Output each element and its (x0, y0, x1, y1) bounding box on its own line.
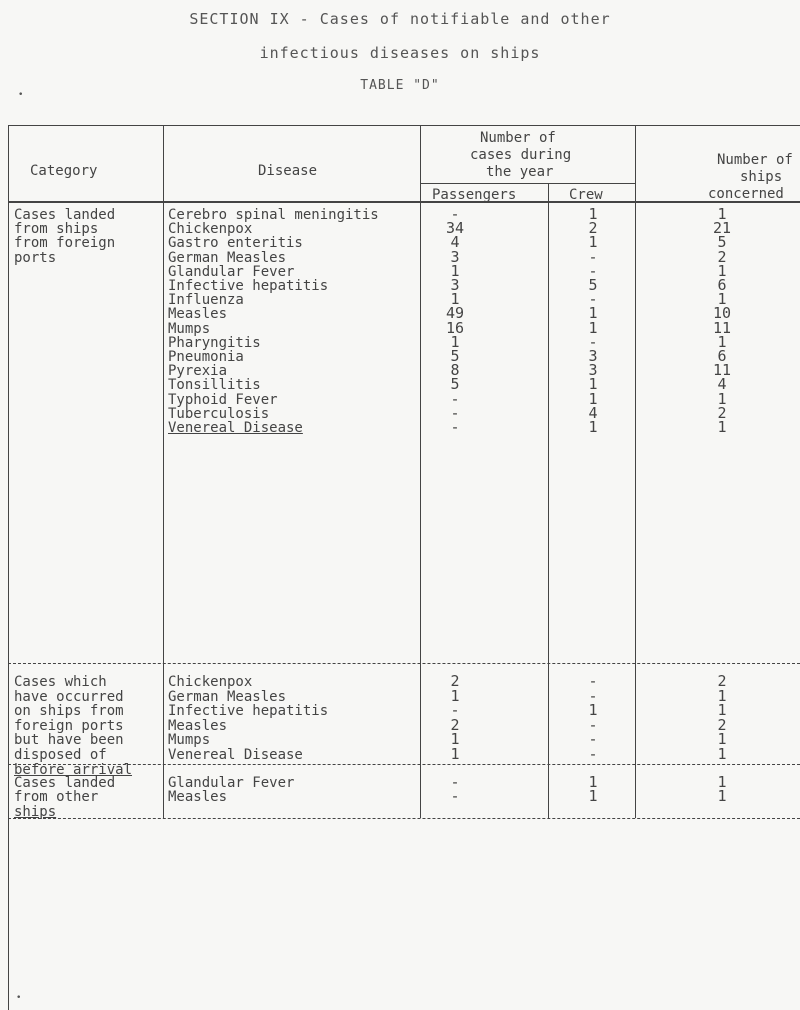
disease-name: Pharyngitis (168, 334, 261, 351)
section-divider-1 (8, 663, 800, 664)
ships-count: 2 (717, 247, 727, 266)
category-label: from other (14, 789, 99, 806)
passengers-count: 4 (450, 233, 460, 252)
ships-count: 1 (717, 686, 727, 705)
header-cases-line2: cases during (470, 147, 572, 163)
category-label: Cases landed (14, 207, 116, 223)
crew-count: 1 (588, 418, 598, 436)
passengers-count: 1 (450, 290, 460, 309)
ships-count: 5 (717, 233, 727, 252)
ships-count: 2 (717, 403, 727, 422)
header-ships-line2: ships (740, 169, 783, 185)
passengers-count: 5 (450, 375, 460, 394)
ships-count: 10 (712, 304, 732, 323)
crew-count: - (588, 332, 598, 351)
header-bottom-rule (8, 201, 800, 203)
ships-count: 4 (717, 375, 727, 394)
crew-count: 5 (588, 276, 598, 294)
disease-name: German Measles (168, 249, 287, 266)
disease-name: Chickenpox (168, 221, 253, 238)
passengers-count: 16 (445, 318, 465, 337)
passengers-count: 49 (445, 304, 465, 323)
category-label: before arrival (14, 761, 133, 778)
disease-name: Tonsillitis (168, 377, 261, 394)
category-label: Cases which (14, 674, 107, 690)
crew-count: 1 (588, 375, 598, 394)
passengers-count: 3 (450, 276, 460, 294)
ships-count: 11 (712, 361, 732, 380)
ships-count: 1 (717, 290, 727, 309)
disease-name: German Measles (168, 688, 287, 705)
ships-count: 1 (717, 701, 727, 720)
header-ships-line1: Number of (717, 152, 793, 168)
crew-count: 1 (588, 318, 598, 337)
disease-name: Measles (168, 306, 228, 323)
table-bottom-rule (8, 818, 800, 819)
crew-count: - (588, 745, 598, 763)
ships-count: 1 (717, 389, 727, 408)
passengers-count: 5 (450, 347, 460, 365)
category-label: but have been (14, 732, 124, 749)
ships-count: 21 (712, 219, 732, 238)
disease-name: Glandular Fever (168, 263, 295, 280)
ships-count: 2 (717, 672, 727, 690)
category-label: on ships from (14, 703, 124, 720)
disease-name: Venereal Disease (168, 747, 303, 763)
passengers-count: 2 (450, 715, 460, 734)
disease-name: Measles (168, 717, 228, 734)
crew-count: - (588, 261, 598, 280)
disease-name: Influenza (168, 292, 244, 309)
passengers-count: - (450, 701, 460, 720)
crew-count: - (588, 247, 598, 266)
table-top-rule (8, 125, 800, 126)
passengers-count: 3 (450, 247, 460, 266)
crew-count: - (588, 686, 598, 705)
category-label: ships (14, 803, 57, 820)
ships-count: 6 (717, 276, 727, 294)
passengers-count: 1 (450, 332, 460, 351)
table-label: TABLE "D" (360, 78, 440, 93)
left-border (8, 125, 9, 1010)
crew-count: 1 (588, 304, 598, 323)
category-label: disposed of (14, 747, 107, 763)
section-title: SECTION IX - Cases of notifiable and other (189, 10, 611, 28)
crew-count: - (588, 672, 598, 690)
ships-count: 1 (717, 418, 727, 436)
category-label: foreign ports (14, 717, 124, 734)
header-crew: Crew (569, 187, 603, 203)
passengers-count: 8 (450, 361, 460, 380)
passengers-count: - (450, 403, 460, 422)
disease-name: Pneumonia (168, 349, 244, 365)
section-subtitle: infectious diseases on ships (259, 44, 541, 62)
disease-name: Cerebro spinal meningitis (168, 207, 379, 223)
disease-name: Measles (168, 789, 228, 806)
passengers-count: - (450, 773, 460, 791)
crew-count: 3 (588, 347, 598, 365)
crew-count: - (588, 290, 598, 309)
ships-count: 6 (717, 347, 727, 365)
header-disease: Disease (258, 163, 318, 179)
ships-count: 1 (717, 261, 727, 280)
passengers-count: - (450, 418, 460, 436)
crew-column-divider (548, 183, 549, 818)
passengers-count: - (450, 389, 460, 408)
category-label: have occurred (14, 688, 124, 705)
disease-name: Typhoid Fever (168, 391, 278, 408)
ships-count: 2 (717, 715, 727, 734)
crew-count: 1 (588, 701, 598, 720)
ships-count: 1 (717, 332, 727, 351)
disease-name: Mumps (168, 732, 211, 749)
disease-name: Mumps (168, 320, 211, 337)
crew-count: 1 (588, 787, 598, 806)
disease-name: Glandular Fever (168, 775, 295, 791)
category-label: from ships (14, 221, 99, 238)
disease-name: Infective hepatitis (168, 278, 329, 294)
ships-count: 1 (717, 773, 727, 791)
disease-column-divider (163, 125, 164, 818)
crew-count: 3 (588, 361, 598, 380)
disease-name: Tuberculosis (168, 405, 270, 422)
crew-count: 4 (588, 403, 598, 422)
ships-count: 1 (717, 205, 727, 223)
passengers-count: 1 (450, 686, 460, 705)
disease-name: Chickenpox (168, 674, 253, 690)
passengers-column-divider (420, 125, 421, 818)
header-ships-line3: concerned (708, 186, 784, 202)
passengers-count: 1 (450, 261, 460, 280)
header-category: Category (30, 163, 98, 179)
crew-count: 1 (588, 205, 598, 223)
category-label: from foreign (14, 235, 116, 252)
crew-count: - (588, 715, 598, 734)
header-passengers: Passengers (432, 187, 517, 203)
disease-name: Infective hepatitis (168, 703, 329, 720)
passengers-count: 2 (450, 672, 460, 690)
header-cases-line1: Number of (480, 130, 556, 146)
header-cases-line3: the year (486, 164, 554, 180)
crew-count: 1 (588, 389, 598, 408)
crew-count: 2 (588, 219, 598, 238)
crew-count: 1 (588, 773, 598, 791)
crew-count: 1 (588, 233, 598, 252)
passengers-count: - (450, 787, 460, 806)
scan-mark: • (16, 993, 22, 1003)
disease-name: Gastro enteritis (168, 235, 303, 252)
ships-count: 1 (717, 745, 727, 763)
disease-name: Venereal Disease (168, 420, 303, 436)
passengers-count: - (450, 205, 460, 223)
category-label: ports (14, 249, 57, 266)
disease-name: Pyrexia (168, 363, 228, 380)
passengers-count: 34 (445, 219, 465, 238)
passengers-count: 1 (450, 745, 460, 763)
ships-column-divider (635, 125, 636, 818)
scan-mark: • (18, 90, 24, 100)
passengers-count: 1 (450, 730, 460, 749)
category-label: Cases landed (14, 775, 116, 791)
cases-subheader-rule (420, 183, 635, 184)
ships-count: 1 (717, 730, 727, 749)
ships-count: 1 (717, 787, 727, 806)
crew-count: - (588, 730, 598, 749)
ships-count: 11 (712, 318, 732, 337)
